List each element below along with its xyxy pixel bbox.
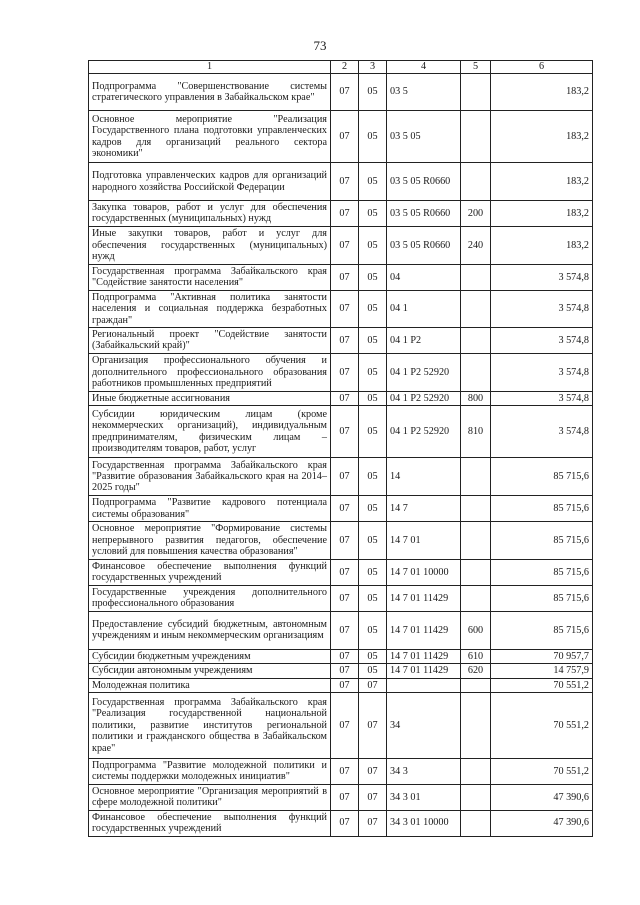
row-name: Подпрограмма "Развитие кадрового потенциала системы образования" bbox=[89, 496, 331, 522]
row-name: Основное мероприятие "Формирование системы непрерывного развития педагогов, обеспечение условий для повышения качества образования" bbox=[89, 522, 331, 560]
row-name: Субсидии автономным учреждениям bbox=[89, 664, 331, 678]
section-code: 07 bbox=[331, 784, 359, 810]
target-article-code: 03 5 05 bbox=[387, 111, 461, 163]
row-name: Основное мероприятие "Организация мероприятий в сфере молодежной политики" bbox=[89, 784, 331, 810]
subsection-code: 05 bbox=[359, 111, 387, 163]
section-code: 07 bbox=[331, 327, 359, 353]
header-row bbox=[89, 61, 593, 74]
table-row bbox=[89, 678, 593, 692]
target-article-code: 04 1 bbox=[387, 290, 461, 327]
row-name: Государственные учреждения дополнительного профессионального образования bbox=[89, 585, 331, 611]
table-row bbox=[89, 649, 593, 663]
section-code: 07 bbox=[331, 201, 359, 227]
subsection-code: 05 bbox=[359, 353, 387, 391]
amount: 183,2 bbox=[491, 74, 593, 111]
page-number: 73 bbox=[313, 38, 327, 53]
subsection-code: 07 bbox=[359, 784, 387, 810]
subsection-code: 07 bbox=[359, 759, 387, 785]
header-col-6: 6 bbox=[491, 61, 593, 74]
subsection-code: 05 bbox=[359, 163, 387, 201]
row-name: Государственная программа Забайкальского края "Развитие образования Забайкальского края на 2014–2025 годы" bbox=[89, 458, 331, 496]
expense-type-code bbox=[461, 759, 491, 785]
subsection-code: 05 bbox=[359, 391, 387, 405]
expense-type-code: 610 bbox=[461, 649, 491, 663]
expense-type-code: 810 bbox=[461, 406, 491, 458]
subsection-code: 05 bbox=[359, 560, 387, 586]
table-row bbox=[89, 560, 593, 586]
amount: 70 551,2 bbox=[491, 693, 593, 759]
row-name: Подпрограмма "Совершенствование системы стратегического управления в Забайкальском крае" bbox=[89, 74, 331, 111]
table-row bbox=[89, 784, 593, 810]
expense-type-code bbox=[461, 560, 491, 586]
amount: 183,2 bbox=[491, 201, 593, 227]
table-row bbox=[89, 585, 593, 611]
expense-type-code: 620 bbox=[461, 664, 491, 678]
section-code: 07 bbox=[331, 759, 359, 785]
amount: 183,2 bbox=[491, 163, 593, 201]
expense-type-code bbox=[461, 496, 491, 522]
row-name: Молодежная политика bbox=[89, 678, 331, 692]
subsection-code: 05 bbox=[359, 327, 387, 353]
subsection-code: 05 bbox=[359, 201, 387, 227]
target-article-code: 04 1 P2 52920 bbox=[387, 353, 461, 391]
table-row bbox=[89, 290, 593, 327]
subsection-code: 05 bbox=[359, 664, 387, 678]
expense-type-code bbox=[461, 458, 491, 496]
table-row bbox=[89, 391, 593, 405]
target-article-code: 14 7 bbox=[387, 496, 461, 522]
subsection-code: 05 bbox=[359, 496, 387, 522]
amount: 85 715,6 bbox=[491, 611, 593, 649]
row-name: Основное мероприятие "Реализация Государственного плана подготовки управленческих кадров для организаций реального сектора экономики" bbox=[89, 111, 331, 163]
table-row bbox=[89, 111, 593, 163]
section-code: 07 bbox=[331, 391, 359, 405]
row-name: Финансовое обеспечение выполнения функций государственных учреждений bbox=[89, 560, 331, 586]
target-article-code: 04 1 P2 52920 bbox=[387, 391, 461, 405]
header-col-2: 2 bbox=[331, 61, 359, 74]
expense-type-code bbox=[461, 74, 491, 111]
section-code: 07 bbox=[331, 226, 359, 264]
row-name: Подпрограмма "Развитие молодежной политики и системы поддержки молодежных инициатив" bbox=[89, 759, 331, 785]
amount: 3 574,8 bbox=[491, 290, 593, 327]
expense-type-code bbox=[461, 784, 491, 810]
amount: 70 551,2 bbox=[491, 759, 593, 785]
amount: 85 715,6 bbox=[491, 458, 593, 496]
subsection-code: 05 bbox=[359, 226, 387, 264]
target-article-code: 34 3 bbox=[387, 759, 461, 785]
target-article-code: 03 5 05 R0660 bbox=[387, 226, 461, 264]
section-code: 07 bbox=[331, 810, 359, 836]
amount: 70 551,2 bbox=[491, 678, 593, 692]
target-article-code: 04 1 P2 52920 bbox=[387, 406, 461, 458]
subsection-code: 05 bbox=[359, 264, 387, 290]
section-code: 07 bbox=[331, 111, 359, 163]
target-article-code: 14 7 01 bbox=[387, 522, 461, 560]
budget-table bbox=[88, 60, 593, 837]
row-name: Субсидии юридическим лицам (кроме некоммерческих организаций), индивидуальным предпринимателям, физическим лицам – производителям товаров, работ, услуг bbox=[89, 406, 331, 458]
subsection-code: 07 bbox=[359, 693, 387, 759]
target-article-code: 03 5 05 R0660 bbox=[387, 163, 461, 201]
target-article-code: 34 bbox=[387, 693, 461, 759]
subsection-code: 05 bbox=[359, 74, 387, 111]
header-col-3: 3 bbox=[359, 61, 387, 74]
table-row bbox=[89, 810, 593, 836]
section-code: 07 bbox=[331, 611, 359, 649]
table-row bbox=[89, 522, 593, 560]
section-code: 07 bbox=[331, 522, 359, 560]
section-code: 07 bbox=[331, 290, 359, 327]
expense-type-code: 600 bbox=[461, 611, 491, 649]
subsection-code: 05 bbox=[359, 290, 387, 327]
target-article-code: 04 bbox=[387, 264, 461, 290]
row-name: Субсидии бюджетным учреждениям bbox=[89, 649, 331, 663]
amount: 85 715,6 bbox=[491, 496, 593, 522]
expense-type-code bbox=[461, 810, 491, 836]
expense-type-code bbox=[461, 327, 491, 353]
row-name: Иные бюджетные ассигнования bbox=[89, 391, 331, 405]
subsection-code: 07 bbox=[359, 810, 387, 836]
amount: 70 957,7 bbox=[491, 649, 593, 663]
subsection-code: 05 bbox=[359, 585, 387, 611]
target-article-code: 14 bbox=[387, 458, 461, 496]
subsection-code: 05 bbox=[359, 406, 387, 458]
table-row bbox=[89, 201, 593, 227]
section-code: 07 bbox=[331, 458, 359, 496]
row-name: Государственная программа Забайкальского края "Содействие занятости населения" bbox=[89, 264, 331, 290]
section-code: 07 bbox=[331, 163, 359, 201]
section-code: 07 bbox=[331, 264, 359, 290]
target-article-code: 14 7 01 10000 bbox=[387, 560, 461, 586]
expense-type-code bbox=[461, 585, 491, 611]
amount: 3 574,8 bbox=[491, 264, 593, 290]
amount: 3 574,8 bbox=[491, 353, 593, 391]
target-article-code: 03 5 bbox=[387, 74, 461, 111]
section-code: 07 bbox=[331, 74, 359, 111]
row-name: Закупка товаров, работ и услуг для обеспечения государственных (муниципальных) нужд bbox=[89, 201, 331, 227]
section-code: 07 bbox=[331, 406, 359, 458]
amount: 183,2 bbox=[491, 111, 593, 163]
target-article-code: 04 1 P2 bbox=[387, 327, 461, 353]
amount: 85 715,6 bbox=[491, 522, 593, 560]
section-code: 07 bbox=[331, 353, 359, 391]
table-row bbox=[89, 406, 593, 458]
amount: 85 715,6 bbox=[491, 585, 593, 611]
section-code: 07 bbox=[331, 664, 359, 678]
section-code: 07 bbox=[331, 693, 359, 759]
amount: 47 390,6 bbox=[491, 784, 593, 810]
row-name: Государственная программа Забайкальского края "Реализация государственной национальной политики, развитие институтов региональной политики и гражданского общества в Забайкальском крае" bbox=[89, 693, 331, 759]
amount: 14 757,9 bbox=[491, 664, 593, 678]
table-row bbox=[89, 759, 593, 785]
row-name: Региональный проект "Содействие занятости (Забайкальский край)" bbox=[89, 327, 331, 353]
row-name: Финансовое обеспечение выполнения функций государственных учреждений bbox=[89, 810, 331, 836]
target-article-code: 14 7 01 11429 bbox=[387, 611, 461, 649]
expense-type-code: 800 bbox=[461, 391, 491, 405]
expense-type-code: 200 bbox=[461, 201, 491, 227]
target-article-code: 14 7 01 11429 bbox=[387, 649, 461, 663]
section-code: 07 bbox=[331, 585, 359, 611]
amount: 3 574,8 bbox=[491, 406, 593, 458]
expense-type-code bbox=[461, 111, 491, 163]
row-name: Подготовка управленческих кадров для организаций народного хозяйства Российской Федерации bbox=[89, 163, 331, 201]
table-row bbox=[89, 458, 593, 496]
subsection-code: 07 bbox=[359, 678, 387, 692]
subsection-code: 05 bbox=[359, 458, 387, 496]
expense-type-code bbox=[461, 290, 491, 327]
table-row bbox=[89, 611, 593, 649]
table-row bbox=[89, 163, 593, 201]
amount: 3 574,8 bbox=[491, 327, 593, 353]
row-name: Организация профессионального обучения и дополнительного профессионального образования работников промышленных предприятий bbox=[89, 353, 331, 391]
target-article-code bbox=[387, 678, 461, 692]
target-article-code: 14 7 01 11429 bbox=[387, 585, 461, 611]
table-row bbox=[89, 226, 593, 264]
section-code: 07 bbox=[331, 678, 359, 692]
header-col-1: 1 bbox=[89, 61, 331, 74]
subsection-code: 05 bbox=[359, 611, 387, 649]
expense-type-code bbox=[461, 522, 491, 560]
expense-type-code bbox=[461, 693, 491, 759]
amount: 47 390,6 bbox=[491, 810, 593, 836]
expense-type-code bbox=[461, 264, 491, 290]
table-row bbox=[89, 496, 593, 522]
section-code: 07 bbox=[331, 649, 359, 663]
target-article-code: 03 5 05 R0660 bbox=[387, 201, 461, 227]
table-row bbox=[89, 693, 593, 759]
target-article-code: 34 3 01 bbox=[387, 784, 461, 810]
expense-type-code bbox=[461, 353, 491, 391]
amount: 183,2 bbox=[491, 226, 593, 264]
amount: 3 574,8 bbox=[491, 391, 593, 405]
target-article-code: 14 7 01 11429 bbox=[387, 664, 461, 678]
section-code: 07 bbox=[331, 496, 359, 522]
table-row bbox=[89, 353, 593, 391]
target-article-code: 34 3 01 10000 bbox=[387, 810, 461, 836]
table-row bbox=[89, 264, 593, 290]
table-row bbox=[89, 74, 593, 111]
row-name: Подпрограмма "Активная политика занятости населения и социальная поддержка безработных граждан" bbox=[89, 290, 331, 327]
expense-type-code bbox=[461, 678, 491, 692]
amount: 85 715,6 bbox=[491, 560, 593, 586]
row-name: Иные закупки товаров, работ и услуг для обеспечения государственных (муниципальных) нужд bbox=[89, 226, 331, 264]
subsection-code: 05 bbox=[359, 522, 387, 560]
table-row bbox=[89, 327, 593, 353]
section-code: 07 bbox=[331, 560, 359, 586]
header-col-4: 4 bbox=[387, 61, 461, 74]
expense-type-code: 240 bbox=[461, 226, 491, 264]
subsection-code: 05 bbox=[359, 649, 387, 663]
row-name: Предоставление субсидий бюджетным, автономным учреждениям и иным некоммерческим организациям bbox=[89, 611, 331, 649]
table-row bbox=[89, 664, 593, 678]
expense-type-code bbox=[461, 163, 491, 201]
header-col-5: 5 bbox=[461, 61, 491, 74]
